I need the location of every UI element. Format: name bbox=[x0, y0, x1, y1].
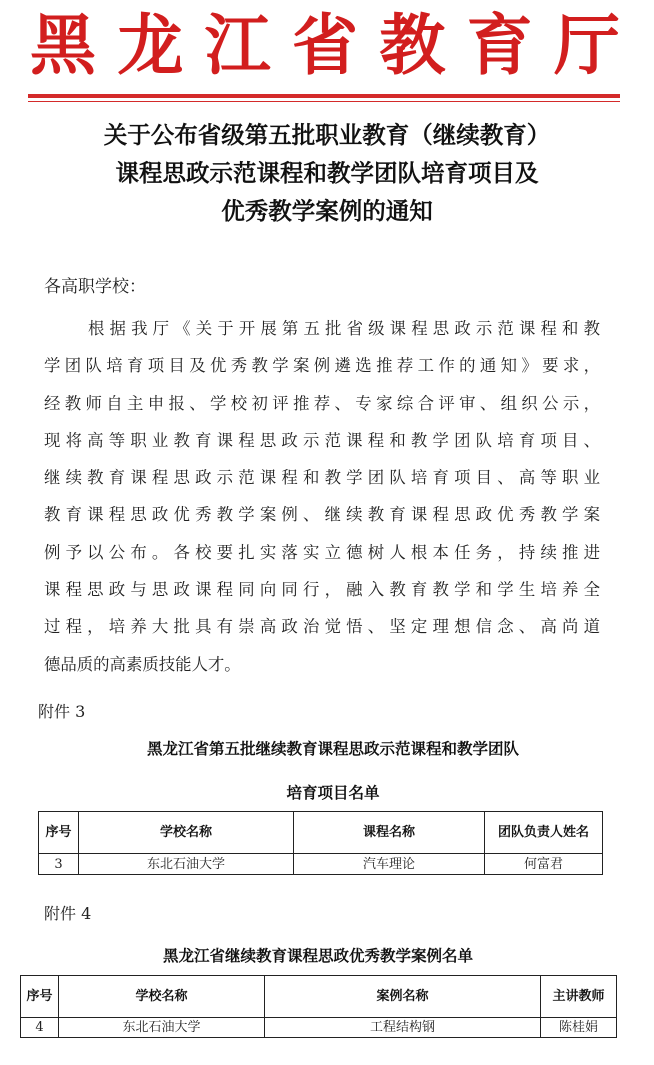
title-line: 课程思政示范课程和教学团队培育项目及 bbox=[115, 159, 539, 187]
table-header-row bbox=[21, 976, 617, 1018]
attachment-4-table bbox=[20, 975, 617, 1038]
masthead-char: 龙 bbox=[117, 6, 184, 84]
column-header: 学校名称 bbox=[59, 976, 265, 1018]
red-rule-thin bbox=[28, 101, 620, 102]
column-header: 团队负责人姓名 bbox=[485, 812, 603, 854]
attachment-3-title-line2: 培育项目名单 bbox=[286, 784, 380, 802]
red-rule-thick bbox=[28, 94, 620, 98]
table-cell: 4 bbox=[21, 1018, 59, 1038]
title-line: 优秀教学案例的通知 bbox=[221, 197, 433, 225]
attachment-3-label: 附件 3 bbox=[38, 702, 86, 721]
body-line: 德品质的高素质技能人才。 bbox=[44, 654, 241, 674]
table-cell: 何富君 bbox=[485, 854, 603, 875]
table-cell: 东北石油大学 bbox=[79, 854, 294, 875]
masthead-char: 厅 bbox=[553, 6, 620, 84]
table-cell: 工程结构钢 bbox=[265, 1018, 541, 1038]
body-line: 课程思政与思政课程同向同行，融入教育教学和学生培养全 bbox=[44, 580, 600, 600]
masthead-char: 江 bbox=[204, 6, 271, 84]
body-line: 例予以公布。各校要扎实落实立德树人根本任务，持续推进 bbox=[44, 542, 600, 562]
masthead bbox=[30, 4, 620, 86]
salutation: 各高职学校： bbox=[44, 277, 146, 297]
table-row bbox=[21, 1018, 617, 1038]
column-header: 序号 bbox=[21, 976, 59, 1018]
body-line: 教育课程思政优秀教学案例、继续教育课程思政优秀教学案 bbox=[44, 505, 600, 525]
table-cell: 3 bbox=[39, 854, 79, 875]
column-header: 课程名称 bbox=[294, 812, 485, 854]
table-cell: 汽车理论 bbox=[294, 854, 485, 875]
table-cell: 东北石油大学 bbox=[59, 1018, 265, 1038]
body-line: 现将高等职业教育课程思政示范课程和教学团队培育项目、 bbox=[44, 430, 600, 450]
table-row bbox=[39, 854, 603, 875]
attachment-4-title: 黑龙江省继续教育课程思政优秀教学案例名单 bbox=[162, 947, 473, 965]
column-header: 序号 bbox=[39, 812, 79, 854]
masthead-char: 教 bbox=[379, 6, 446, 84]
masthead-char: 育 bbox=[466, 6, 533, 84]
column-header: 案例名称 bbox=[265, 976, 541, 1018]
document-title bbox=[30, 116, 624, 230]
body-line: 根据我厅《关于开展第五批省级课程思政示范课程和教 bbox=[88, 319, 600, 338]
body-line: 过程，培养大批具有崇高政治觉悟、坚定理想信念、高尚道 bbox=[44, 617, 600, 637]
column-header: 学校名称 bbox=[79, 812, 294, 854]
masthead-char: 省 bbox=[291, 6, 358, 84]
attachment-4-label: 附件 4 bbox=[44, 904, 92, 923]
attachment-3-title-line1: 黑龙江省第五批继续教育课程思政示范课程和教学团队 bbox=[146, 740, 519, 758]
attachment-3-table bbox=[38, 811, 603, 875]
masthead-char: 黑 bbox=[30, 6, 96, 84]
body-line: 继续教育课程思政示范课程和教学团队培育项目、高等职业 bbox=[44, 468, 600, 488]
table-header-row bbox=[39, 812, 603, 854]
table-cell: 陈桂娟 bbox=[541, 1018, 617, 1038]
body-line: 经教师自主申报、学校初评推荐、专家综合评审、组织公示， bbox=[44, 393, 600, 413]
column-header: 主讲教师 bbox=[541, 976, 617, 1018]
title-line: 关于公布省级第五批职业教育（继续教育） bbox=[103, 121, 551, 149]
body-line: 学团队培育项目及优秀教学案例遴选推荐工作的通知》要求， bbox=[44, 356, 600, 376]
body-paragraph bbox=[44, 310, 600, 683]
